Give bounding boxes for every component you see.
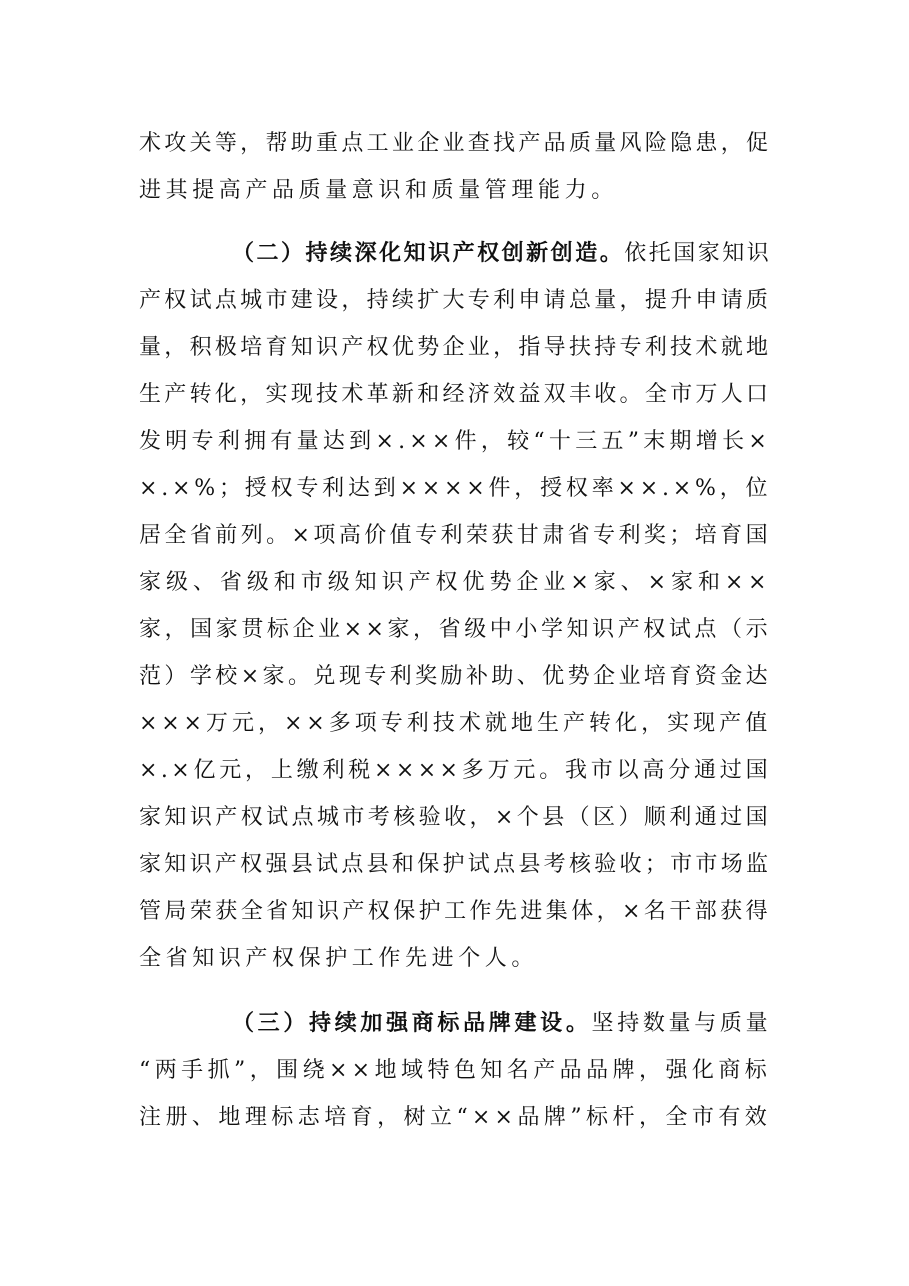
body-text-line: 发明专利拥有量达到×.××件，较“十三五”末期增长× (139, 429, 771, 454)
body-text-line: 家级、省级和市级知识产权优势企业×家、×家和×× (139, 570, 771, 595)
section-heading-line (232, 1004, 771, 1044)
body-text-line: 全省知识产权保护工作先进个人。 (139, 946, 539, 971)
body-text-line: “两手抓”，围绕××地域特色知名产品品牌，强化商标 (139, 1058, 771, 1083)
body-text-line: 范）学校×家。兑现专利奖励补助、优势企业培育资金达 (139, 664, 771, 689)
body-text-line: 生产转化，实现技术革新和经济效益双丰收。全市万人口 (139, 382, 771, 407)
section-heading-line (232, 234, 771, 274)
body-text-line: 术攻关等，帮助重点工业企业查找产品质量风险隐患，促 (139, 131, 771, 156)
body-text-line: ×.×亿元，上缴利税××××多万元。我市以高分通过国 (139, 758, 771, 783)
body-text-line: ×.×%；授权专利达到××××件，授权率××.×%，位 (139, 476, 772, 501)
body-text-line: 家，国家贯标企业××家，省级中小学知识产权试点（示 (139, 617, 771, 642)
section-heading: （三）持续加强商标品牌建设。 (232, 1011, 592, 1036)
body-text: 依托国家知识 (624, 241, 772, 266)
body-text-line: 量，积极培育知识产权优势企业，指导扶持专利技术就地 (139, 335, 771, 360)
body-text-line: 管局荣获全省知识产权保护工作先进集体，×名干部获得 (139, 899, 771, 924)
body-text-line: 注册、地理标志培育，树立“××品牌”标杆，全市有效 (139, 1105, 771, 1130)
body-text-line: 进其提高产品质量意识和质量管理能力。 (139, 178, 618, 203)
body-text-line: 家知识产权试点城市考核验收，×个县（区）顺利通过国 (139, 805, 771, 830)
body-text-line: 家知识产权强县试点县和保护试点县考核验收；市市场监 (139, 852, 771, 877)
body-text: 坚持数量与质量 (591, 1011, 771, 1036)
body-text-line: ×××万元，××多项专利技术就地生产转化，实现产值 (139, 711, 771, 736)
section-heading: （二）持续深化知识产权创新创造。 (232, 241, 625, 266)
body-text-line: 居全省前列。×项高价值专利荣获甘肃省专利奖；培育国 (139, 523, 771, 548)
body-text-line: 产权试点城市建设，持续扩大专利申请总量，提升申请质 (139, 288, 771, 313)
